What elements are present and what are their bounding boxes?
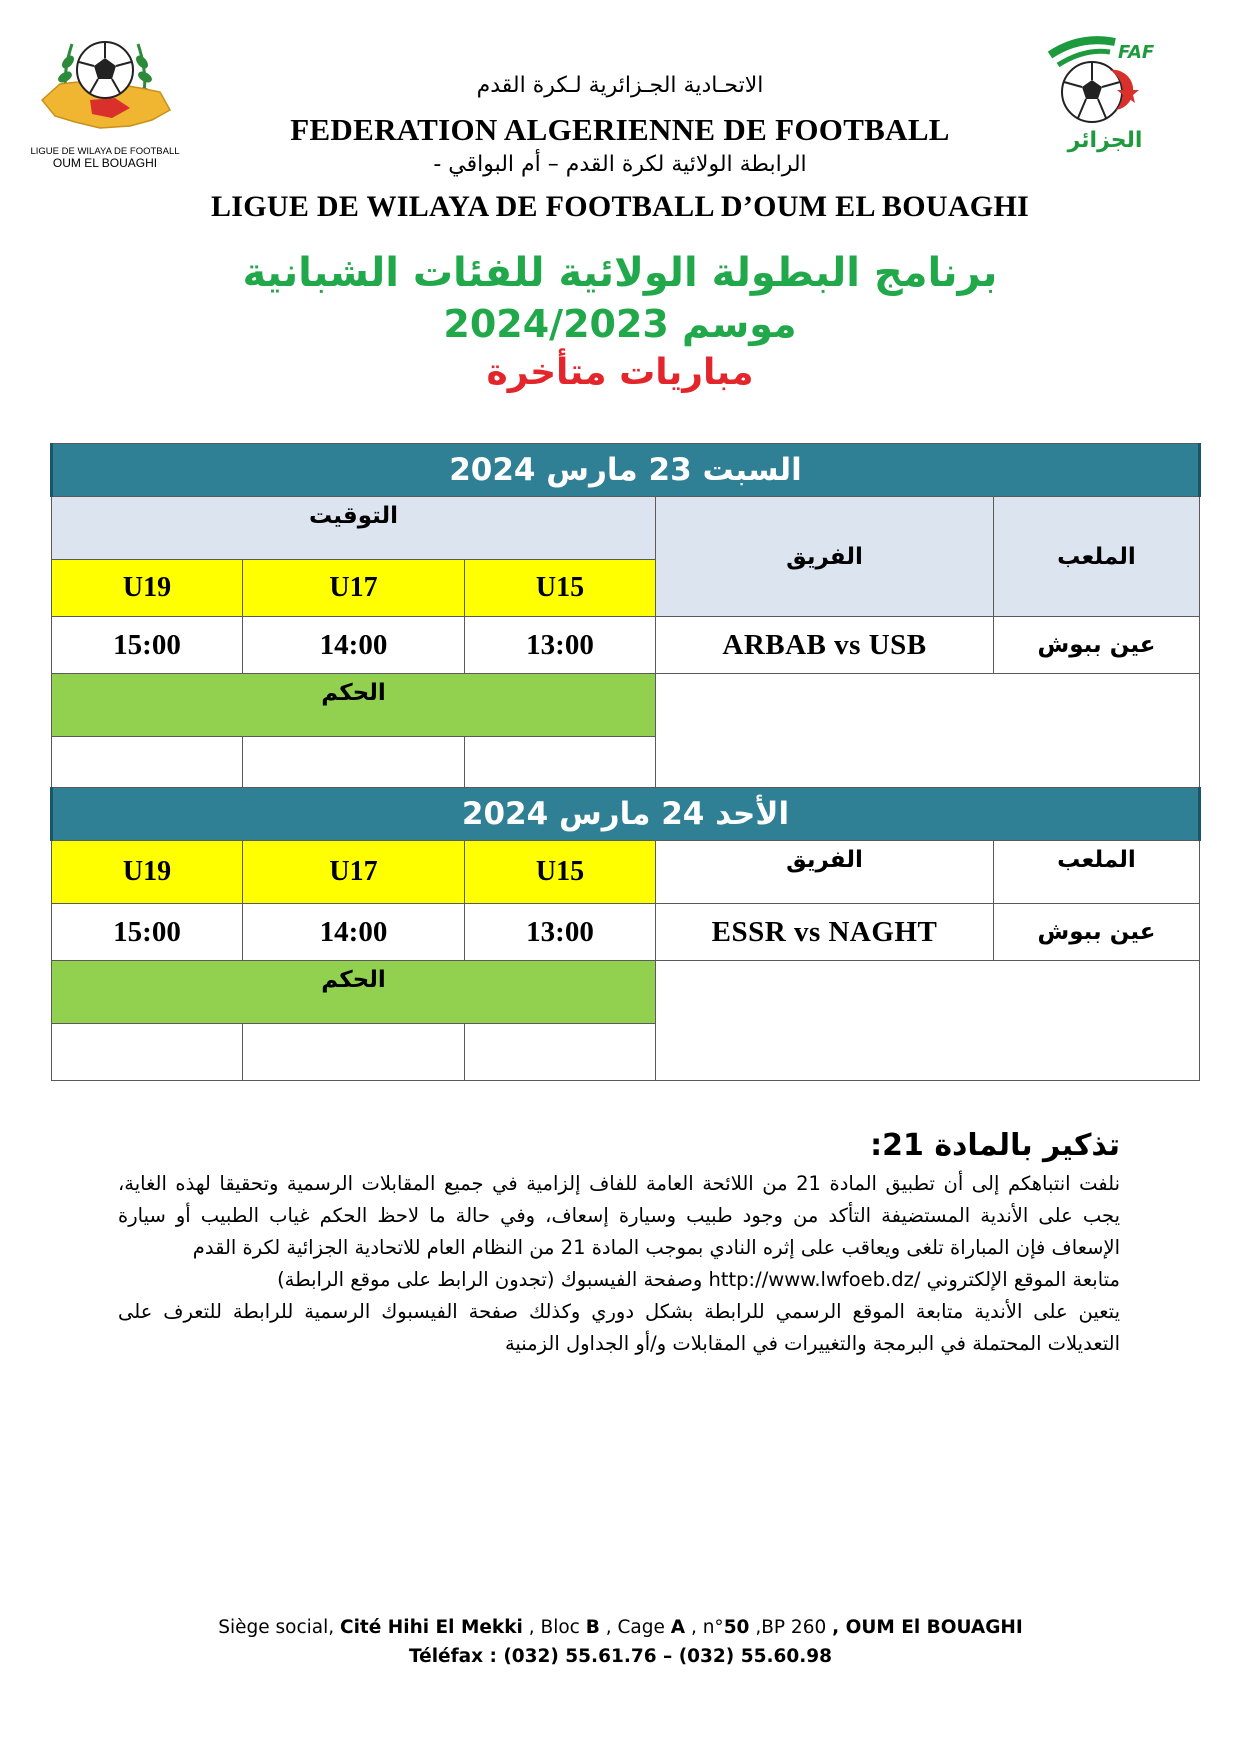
schedule-table-day2 — [50, 787, 1201, 1081]
time-u15: 13:00 — [465, 617, 656, 674]
day-header: الأحد 24 مارس 2024 — [52, 788, 1200, 841]
delayed-matches-title: مباريات متأخرة — [486, 352, 754, 393]
team-header: الفريق — [656, 841, 994, 904]
league-logo — [20, 22, 190, 170]
footer-address: Siège social, Cité Hihi El Mekki , Bloc B , Cage A , n°50 ,BP 260 , OUM El BOUAGHI — [218, 1617, 1023, 1638]
time-u19: 15:00 — [52, 904, 243, 961]
faf-logo-text: الجزائر — [1067, 128, 1143, 153]
svg-text:FAF: FAF — [1118, 42, 1155, 63]
category-u15: U15 — [465, 841, 656, 904]
category-u15: U15 — [465, 560, 656, 617]
referee-u17 — [243, 737, 465, 794]
referee-u17 — [243, 1024, 465, 1081]
time-u17: 14:00 — [243, 617, 465, 674]
reminder-paragraph-2: متابعة الموقع الإلكتروني /http://www.lwfoeb.dz وصفحة الفيسبوك (تجدون الرابط على موقع الرابطة) — [277, 1268, 1120, 1291]
referee-u15 — [465, 737, 656, 794]
time-u17: 14:00 — [243, 904, 465, 961]
referee-u15 — [465, 1024, 656, 1081]
footer-phone: Téléfax : (032) 55.61.76 – (032) 55.60.98 — [409, 1646, 832, 1667]
team-header: الفريق — [656, 497, 994, 617]
faf-emblem-icon — [1040, 30, 1170, 130]
program-title: برنامج البطولة الولائية للفئات الشبانية — [242, 250, 998, 296]
reminder-paragraph-1: نلفت انتباهكم إلى أن تطبيق المادة 21 من اللائحة العامة للفاف إلزامية في جميع المقابلات الرسمية وتحقيقا لهذه الغاية، يجب على الأندية المستضيفة التأكد من وجود طبيب وسيارة إسعاف، وفي حالة ما لاحظ الحكم غياب الطبيب أو سيارة الإسعاف فإن المباراة تلغى ويعاقب على إثره النادي بموجب المادة 21 من النظام العام للاتحادية الجزائية لكرة القدم — [118, 1172, 1121, 1259]
stadium-header: الملعب — [994, 841, 1200, 904]
referee-u19 — [52, 737, 243, 794]
time-u19: 15:00 — [52, 617, 243, 674]
schedule-table-day1 — [50, 443, 1201, 794]
league-name-ar: الرابطة الولائية لكرة القدم – أم البواقي - — [433, 152, 807, 177]
match-teams: ARBAB vs USB — [656, 617, 994, 674]
empty-cell — [656, 961, 1200, 1081]
referee-header: الحكم — [52, 674, 656, 737]
day-header: السبت 23 مارس 2024 — [52, 444, 1200, 497]
federation-name-fr: FEDERATION ALGERIENNE DE FOOTBALL — [290, 112, 950, 147]
category-u17: U17 — [243, 560, 465, 617]
league-logo-text-1: LIGUE DE WILAYA DE FOOTBALL — [30, 146, 180, 157]
league-logo-text-2: OUM EL BOUAGHI — [52, 156, 158, 170]
season-title: موسم 2024/2023 — [443, 302, 797, 346]
stadium-header: الملعب — [994, 497, 1200, 617]
league-emblem-icon — [20, 22, 190, 142]
time-u15: 13:00 — [465, 904, 656, 961]
reminder-body — [118, 1168, 1120, 1360]
timing-header: التوقيت — [52, 497, 656, 560]
empty-cell — [656, 674, 1200, 794]
referee-header: الحكم — [52, 961, 656, 1024]
league-name-fr: LIGUE DE WILAYA DE FOOTBALL D’OUM EL BOUAGHI — [210, 190, 1030, 223]
referee-u19 — [52, 1024, 243, 1081]
category-u19: U19 — [52, 560, 243, 617]
federation-name-ar: الاتحـادية الجـزائرية لـكرة القدم — [476, 73, 764, 98]
reminder-paragraph-3: يتعين على الأندية متابعة الموقع الرسمي للرابطة بشكل دوري وكذلك صفحة الفيسبوك الرسمية للرابطة للتعرف على التعديلات المحتملة في البرمجة والتغييرات في المقابلات و/أو الجداول الزمنية — [118, 1300, 1120, 1355]
match-stadium: عين ببوش — [994, 904, 1200, 961]
match-stadium: عين ببوش — [994, 617, 1200, 674]
faf-logo — [1040, 30, 1170, 160]
match-teams: ESSR vs NAGHT — [656, 904, 994, 961]
category-u17: U17 — [243, 841, 465, 904]
category-u19: U19 — [52, 841, 243, 904]
reminder-title: تذكير بالمادة 21: — [870, 1128, 1120, 1163]
